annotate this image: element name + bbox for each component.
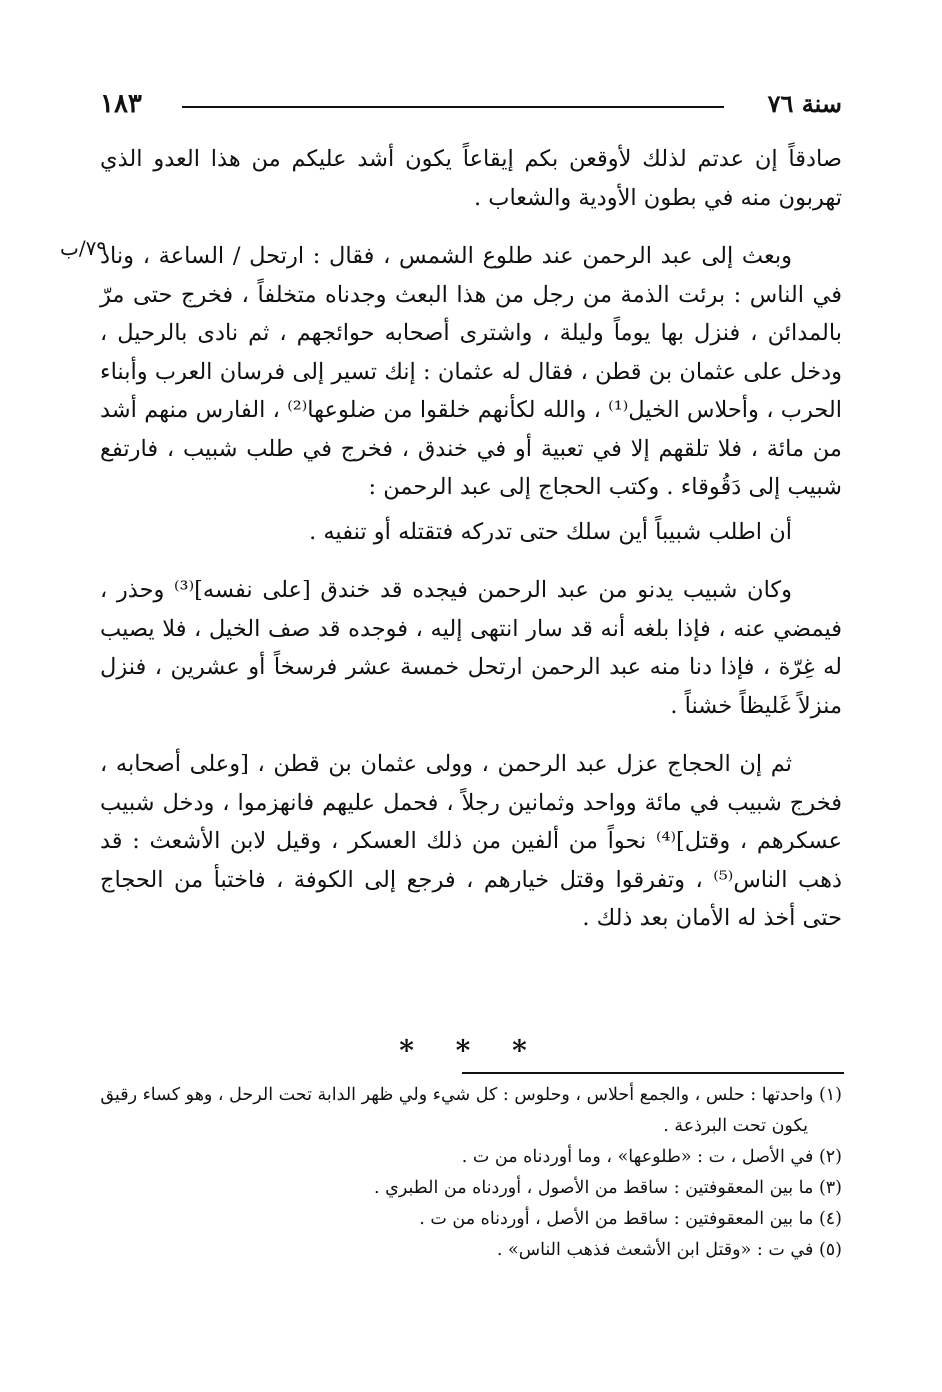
footnote-text: في ت : «وقتل ابن الأشعث فذهب الناس» . bbox=[496, 1240, 814, 1260]
running-header bbox=[100, 84, 842, 124]
quoted-letter: أن اطلب شبيباً أين سلك حتى تدركه فتقتله أو تنفيه . bbox=[309, 518, 792, 545]
footnote-text: ما بين المعقوفتين : ساقط من الأصل ، أوردناه من ت . bbox=[419, 1209, 814, 1229]
footnote-3 bbox=[92, 1173, 842, 1204]
footnote-number: (٥) bbox=[818, 1240, 842, 1260]
footnote-text: واحدتها : حلس ، والجمع أحلاس ، وحلوس : كل شيء ولي ظهر الدابة تحت الرحل ، وهو كساء رقيق bbox=[100, 1085, 814, 1105]
footnote-5 bbox=[92, 1235, 842, 1266]
footnote-4 bbox=[92, 1204, 842, 1235]
manuscript-folio-note: ٧٩/ب bbox=[60, 236, 108, 260]
page-number: ١٨٣ bbox=[100, 89, 142, 119]
footnote-number: (٢) bbox=[818, 1147, 842, 1167]
paragraph-1: صادقاً إن عدتم لذلك لأوقعن بكم إيقاعاً يكون أشد عليكم من هذا العدو الذي تهربون منه في بطون الأودية والشعاب . bbox=[100, 146, 842, 211]
paragraph-4: ثم إن الحجاج عزل عبد الرحمن ، وولى عثمان بن قطن ، [وعلى أصحابه ، فخرج شبيب في مائة وواحد وثمانين رجلاً ، فحمل عليهم فانهزموا ، ودخل شبيب عسكرهم ، وقتل]⁽⁴⁾ نحواً من ألفين من ذلك العسكر ، وقيل لابن الأشعث : قد ذهب الناس⁽⁵⁾ ، وتفرقوا وقتل خيارهم ، فرجع إلى الكوفة ، فاختبأ من الحجاج حتى أخذ له الأمان بعد ذلك . bbox=[100, 751, 843, 931]
footnote-text: في الأصل ، ت : «طلوعها» ، وما أوردناه من ت . bbox=[461, 1147, 814, 1167]
paragraph-3: وكان شبيب يدنو من عبد الرحمن فيجده قد خندق [على نفسه]⁽³⁾ وحذر ، فيمضي عنه ، فإذا بلغه أنه قد سار انتهى إليه ، فوجده قد صف الخيل ، فلا يصيب له غِرّة ، فإذا دنا منه عبد الرحمن ارتحل خمسة عشر فرسخاً أو عشرين ، فنزل منزلاً غَليظاً خشناً . bbox=[100, 577, 842, 719]
footnote-rule bbox=[462, 1072, 844, 1074]
header-rule bbox=[182, 106, 724, 108]
footnote-2 bbox=[92, 1142, 842, 1173]
footnote-continuation: يكون تحت البرذعة . bbox=[663, 1116, 808, 1136]
section-separator: * * * bbox=[399, 1034, 543, 1067]
paragraph-2: وبعث إلى عبد الرحمن عند طلوع الشمس ، فقال : ارتحل / الساعة ، وناد في الناس : برئت الذمة من رجل من هذا البعث وجدناه متخلفاً ، فخرج حتى مرّ بالمدائن ، فنزل بها يوماً وليلة ، واشترى أصحابه حوائجهم ، ثم نادى بالرحيل ، ودخل على عثمان بن قطن ، فقال له عثمان : إنك تسير إلى فرسان العرب وأبناء الحرب ، وأحلاس الخيل⁽¹⁾ ، والله لكأنهم خلقوا من ضلوعها⁽²⁾ ، الفارس منهم أشد من مائة ، فلا تلقهم إلا في تعبية أو في خندق ، فخرج في طلب شبيب ، فارتفع شبيب إلى دَقُوقاء . وكتب الحجاج إلى عبد الرحمن : bbox=[100, 243, 842, 500]
footnote-1 bbox=[92, 1080, 842, 1142]
header-year: سنة ٧٦ bbox=[767, 89, 842, 118]
footnote-number: (٤) bbox=[818, 1209, 842, 1229]
footnote-text: ما بين المعقوفتين : ساقط من الأصول ، أوردناه من الطبري . bbox=[374, 1178, 814, 1198]
main-text bbox=[100, 140, 842, 958]
footnote-number: (٣) bbox=[818, 1178, 842, 1198]
footnote-number: (١) bbox=[818, 1085, 842, 1105]
footnotes bbox=[92, 1080, 842, 1266]
